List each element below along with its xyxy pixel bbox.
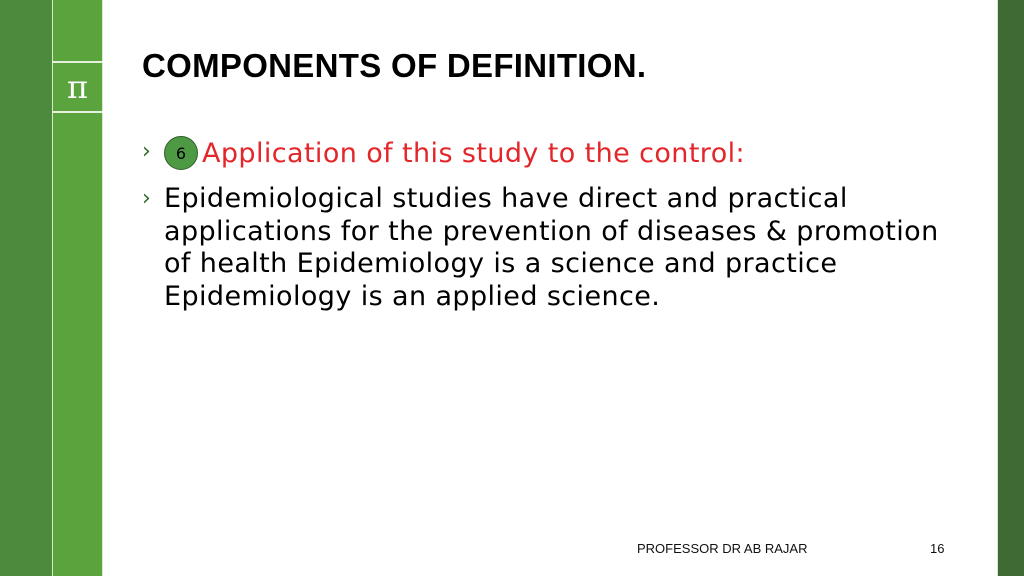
right-decorative-band xyxy=(998,0,1024,576)
bullet-item-application xyxy=(142,136,745,172)
bullet-chevron-icon: › xyxy=(142,186,151,211)
pi-logo-icon xyxy=(52,61,103,113)
left-decorative-band xyxy=(0,0,52,576)
bullet-chevron-icon: › xyxy=(142,139,151,164)
pi-symbol: π xyxy=(66,68,89,106)
page-number: 16 xyxy=(930,541,945,556)
bullet-heading-text: Application of this study to the control: xyxy=(202,138,746,169)
bullet-body-text: Epidemiological studies have direct and practical applications for the prevention of diseases & promotion of health Epidemiology is a science and practice Epidemiology is an applied science. xyxy=(164,183,939,312)
footer-author: PROFESSOR DR AB RAJAR xyxy=(637,541,808,556)
step-number-badge: 6 xyxy=(164,136,198,170)
bullet-item-description xyxy=(142,183,942,313)
slide-title: COMPONENTS OF DEFINITION. xyxy=(142,47,647,84)
